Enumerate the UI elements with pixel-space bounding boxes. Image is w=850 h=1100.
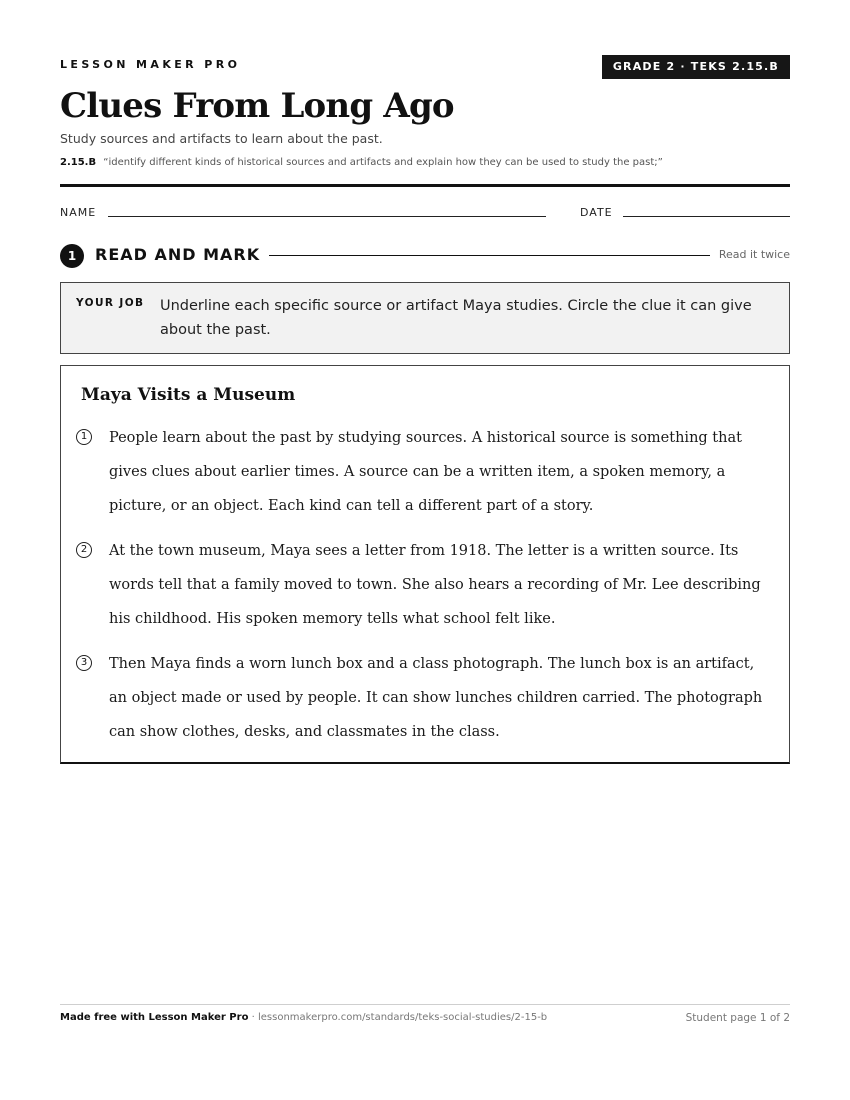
header-divider <box>60 184 790 187</box>
standard-line <box>60 157 663 168</box>
paragraph-number-icon: 1 <box>76 429 92 445</box>
date-field[interactable] <box>623 216 790 217</box>
worksheet-page <box>60 0 790 1100</box>
paragraph-text[interactable]: People learn about the past by studying sources. A historical source is something that gives clues about earlier times. A source can be a written item, a spoken memory, a picture, or an object. Each kind can tell a different part of a story. <box>109 430 742 514</box>
brand-name: LESSON MAKER PRO <box>60 58 241 71</box>
page-title: Clues From Long Ago <box>60 86 454 126</box>
standard-code: 2.15.B <box>60 157 97 168</box>
standard-text: “identify different kinds of historical sources and artifacts and explain how they can be used to study the past;” <box>103 157 663 168</box>
section-number-badge: 1 <box>60 244 84 268</box>
grade-badge: GRADE 2 · TEKS 2.15.B <box>602 55 790 79</box>
passage-title: Maya Visits a Museum <box>81 385 296 405</box>
paragraph-text[interactable]: At the town museum, Maya sees a letter from 1918. The letter is a written source. Its words tell that a family moved to town. She also hears a recording of Mr. Lee describing his childhood. His spoken memory tells what school felt like. <box>109 543 761 627</box>
date-label: DATE <box>580 206 613 219</box>
footer-page-number: Student page 1 of 2 <box>685 1012 790 1024</box>
footer-divider <box>60 1004 790 1005</box>
paragraph-number-icon: 2 <box>76 542 92 558</box>
footer-credit <box>60 1012 547 1023</box>
page-subtitle: Study sources and artifacts to learn about the past. <box>60 131 383 146</box>
paragraph-text[interactable]: Then Maya finds a worn lunch box and a class photograph. The lunch box is an artifact, an object made or used by people. It can show lunches children carried. The photograph can show clothes, desks, and classmates in the class. <box>109 656 763 740</box>
name-label: NAME <box>60 206 97 219</box>
reading-passage <box>60 365 790 764</box>
section-title: READ AND MARK <box>95 245 261 264</box>
section-divider <box>269 255 710 256</box>
footer-made-with: Made free with Lesson Maker Pro <box>60 1012 249 1023</box>
name-field[interactable] <box>108 216 546 217</box>
instructions-text: Underline each specific source or artifact Maya studies. Circle the clue it can give about the past. <box>160 298 752 338</box>
section-note: Read it twice <box>718 248 790 261</box>
instructions-box <box>60 282 790 354</box>
paragraph-number-icon: 3 <box>76 655 92 671</box>
footer-url[interactable]: · lessonmakerpro.com/standards/teks-social-studies/2-15-b <box>248 1012 548 1023</box>
instructions-label: YOUR JOB <box>76 297 145 309</box>
